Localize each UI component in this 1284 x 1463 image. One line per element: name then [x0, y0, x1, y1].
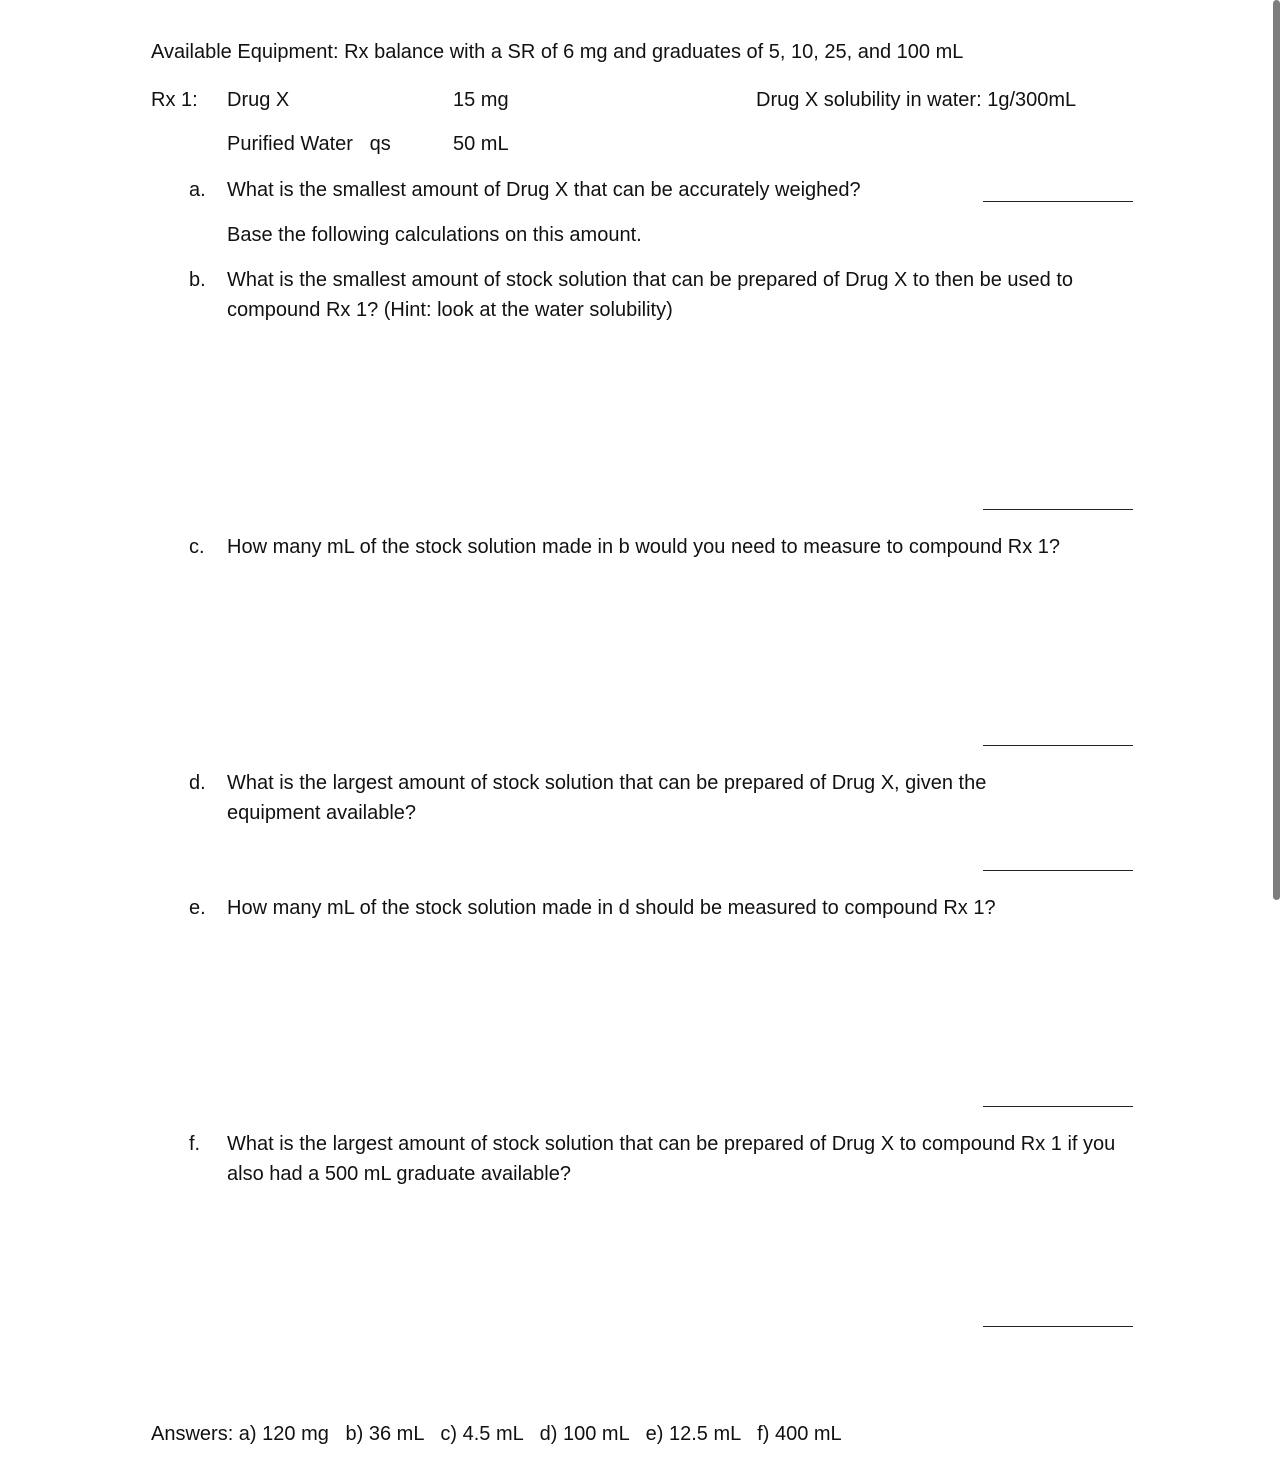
drug-amount: 15 mg [453, 89, 509, 111]
answer-blank [983, 1326, 1133, 1327]
question-text: What is the smallest amount of stock solution that can be prepared of Drug X to then be used to compound Rx 1? (Hint: look at the water solubility) [227, 269, 1074, 321]
question-letter: d. [189, 772, 206, 794]
question-letter: f. [189, 1133, 201, 1155]
vehicle-name: Purified Water qs [227, 133, 391, 155]
question-letter: b. [189, 269, 206, 291]
equipment-line: Available Equipment: Rx balance with a SR of 6 mg and graduates of 5, 10, 25, and 100 mL [151, 41, 964, 63]
drug-solubility: Drug X solubility in water: 1g/300mL [756, 89, 1077, 111]
answer-blank [983, 745, 1133, 746]
question-text: What is the largest amount of stock solution that can be prepared of Drug X, given the equipment available? [227, 772, 987, 824]
question-letter: e. [189, 897, 206, 919]
vehicle-amount: 50 mL [453, 133, 509, 155]
scrollbar[interactable] [1273, 0, 1280, 900]
question-letter: a. [189, 179, 206, 201]
question-note: Base the following calculations on this amount. [227, 224, 642, 246]
answers-line: Answers: a) 120 mg b) 36 mL c) 4.5 mL d) 100 mL e) 12.5 mL f) 400 mL [151, 1423, 842, 1445]
question-text: What is the smallest amount of Drug X that can be accurately weighed? [227, 179, 861, 201]
question-text: How many mL of the stock solution made in b would you need to measure to compound Rx 1? [227, 536, 1061, 558]
rx-label: Rx 1: [151, 89, 198, 111]
answer-blank [983, 201, 1133, 202]
drug-name: Drug X [227, 89, 290, 111]
question-letter: c. [189, 536, 205, 558]
answer-blank [983, 870, 1133, 871]
question-text: What is the largest amount of stock solution that can be prepared of Drug X to compound Rx 1 if you also had a 500 mL graduate available? [227, 1133, 1116, 1185]
answer-blank [983, 509, 1133, 510]
answer-blank [983, 1106, 1133, 1107]
question-text: How many mL of the stock solution made in d should be measured to compound Rx 1? [227, 897, 996, 919]
